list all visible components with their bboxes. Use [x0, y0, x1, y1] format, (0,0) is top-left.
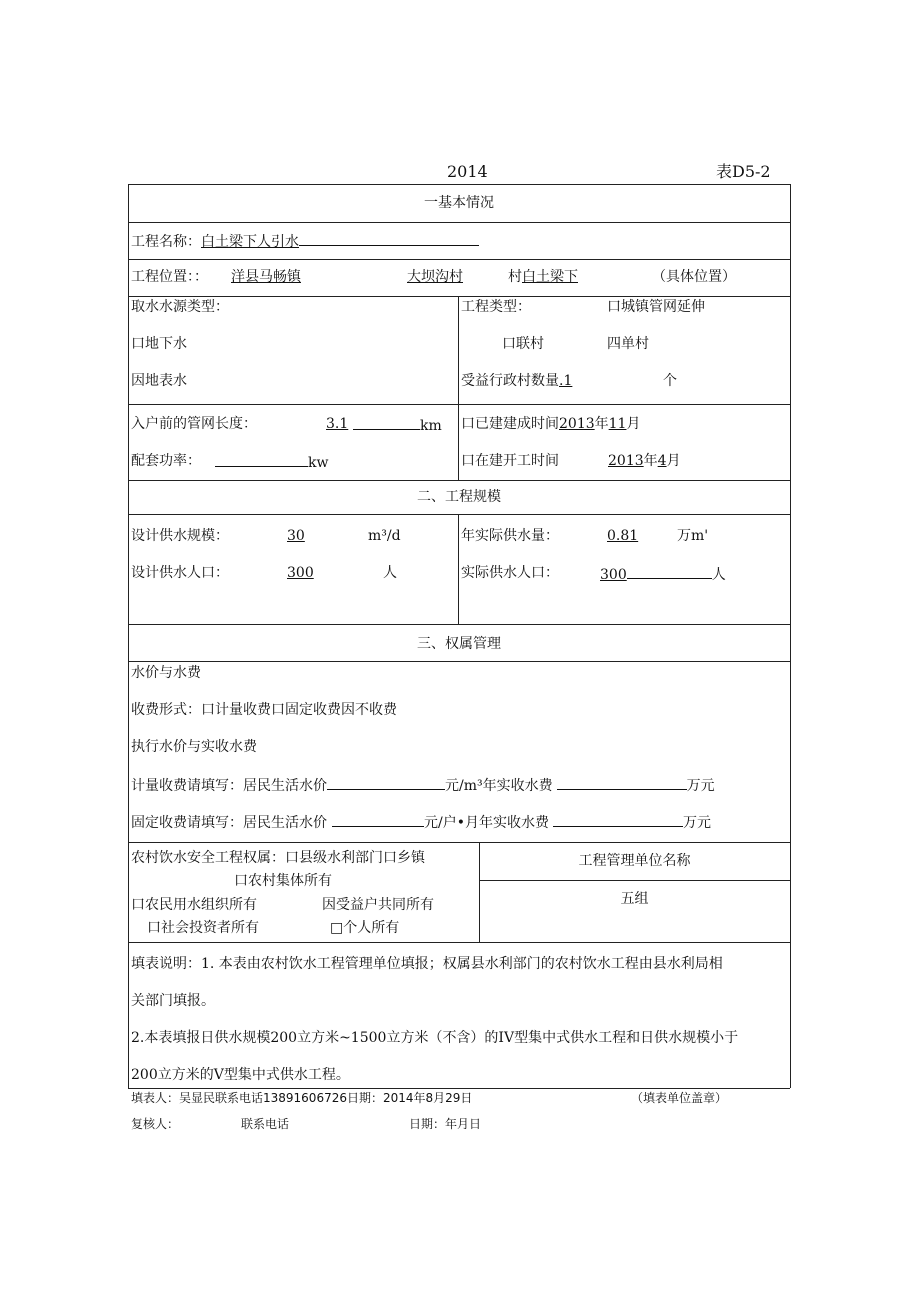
built-time-field[interactable]: 口已建建成时间2013年11月 — [461, 416, 641, 432]
section-scale-title: 二、工程规模 — [417, 489, 501, 505]
notes-line4: 200立方米的V型集中式供水工程。 — [131, 1067, 350, 1083]
annual-supply-value: 0.81 — [607, 528, 639, 544]
water-source-label: 取水水源类型： — [131, 299, 229, 315]
building-start-value: 2013年4月 — [608, 453, 681, 469]
notes-line1: 填表说明：1. 本表由农村饮水工程管理单位填报；权属县水利部门的农村饮水工程由县水利局相 — [131, 956, 723, 972]
section-basic-title: 一基本情况 — [424, 195, 494, 211]
actual-pop-label: 实际供水人口： — [461, 565, 559, 581]
type-town-option[interactable]: 口城镇管网延伸 — [607, 299, 705, 315]
design-pop-label: 设计供水人口： — [131, 565, 229, 581]
type-single-village-option[interactable]: 四单村 — [607, 336, 649, 352]
pipe-length-label: 入户前的管网长度： — [131, 416, 257, 432]
location-county: 洋县马畅镇 — [231, 269, 301, 285]
location-group: 村白土梁下 — [508, 269, 578, 285]
fixed-fee-row: 固定收费请填写：居民生活水价 元/户•月年实收水费 万元 — [131, 812, 711, 832]
metered-fee-row: 计量收费请填写：居民生活水价 元/m³年实收水费 万元 — [131, 775, 715, 795]
ownership-individual-option[interactable]: □个人所有 — [330, 920, 400, 936]
power-label: 配套功率： — [131, 453, 201, 469]
notes-line2: 关部门填报。 — [131, 993, 215, 1009]
power-field: kw — [215, 452, 328, 472]
mgmt-unit-value: 五组 — [620, 891, 649, 907]
ownership-collective-option[interactable]: 口农村集体所有 — [234, 873, 332, 889]
notes-line3: 2.本表填报日供水规模200立方米~1500立方米（不含）的IV型集中式供水工程和日供水规模小于 — [131, 1030, 739, 1046]
design-scale-unit: m³/d — [368, 528, 401, 544]
mgmt-unit-label: 工程管理单位名称 — [578, 853, 691, 869]
villages-unit: 个 — [663, 373, 677, 389]
design-pop-value: 300 — [287, 565, 314, 581]
design-scale-value: 30 — [287, 528, 305, 544]
actual-pop-field: 300 人 — [600, 564, 726, 584]
pipe-length-unit: km — [353, 415, 442, 435]
project-location-label: 工程位置：： — [131, 269, 208, 285]
ownership-investor-option[interactable]: 口社会投资者所有 — [147, 920, 259, 936]
location-suffix: （具体位置） — [652, 269, 736, 285]
type-multi-village-option[interactable]: 口联村 — [502, 336, 544, 352]
ownership-farmer-option[interactable]: 口农民用水组织所有 — [131, 897, 257, 913]
form-year: 2014 — [447, 162, 488, 181]
ownership-beneficiary-option[interactable]: 因受益户共同所有 — [322, 897, 434, 913]
design-scale-label: 设计供水规模： — [131, 528, 229, 544]
ownership-line1[interactable]: 农村饮水安全工程权属：口县级水利部门口乡镇 — [131, 850, 425, 866]
villages-count-field: 受益行政村数量.1 — [461, 373, 573, 389]
project-type-label: 工程类型： — [461, 299, 531, 315]
stamp-note: （填表单位盖章） — [631, 1091, 728, 1105]
form-code: 表D5-2 — [716, 162, 771, 181]
review-date-label: 日期：年月日 — [409, 1117, 482, 1131]
reviewer-phone-label: 联系电话 — [241, 1117, 290, 1131]
charge-form-options[interactable]: 收费形式：口计量收费口固定收费因不收费 — [131, 702, 397, 718]
annual-supply-unit: 万m' — [677, 528, 709, 544]
project-name-field: 工程名称：白土梁下人引水 — [131, 231, 479, 251]
pipe-length-value: 3.1 — [326, 416, 349, 432]
building-start-label[interactable]: 口在建开工时间 — [461, 453, 559, 469]
exec-price-title: 执行水价与实收水费 — [131, 739, 257, 755]
reviewer-label: 复核人： — [131, 1117, 180, 1131]
annual-supply-label: 年实际供水量： — [461, 528, 559, 544]
section-ownership-title: 三、权属管理 — [417, 636, 501, 652]
filler-info: 填表人：吴显民联系电话13891606726日期：2014年8月29日 — [131, 1091, 473, 1105]
price-title: 水价与水费 — [131, 665, 201, 681]
source-surface-option[interactable]: 因地表水 — [131, 373, 187, 389]
design-pop-unit: 人 — [383, 565, 397, 581]
location-village: 大坝沟村 — [407, 269, 463, 285]
source-groundwater-option[interactable]: 口地下水 — [131, 336, 187, 352]
